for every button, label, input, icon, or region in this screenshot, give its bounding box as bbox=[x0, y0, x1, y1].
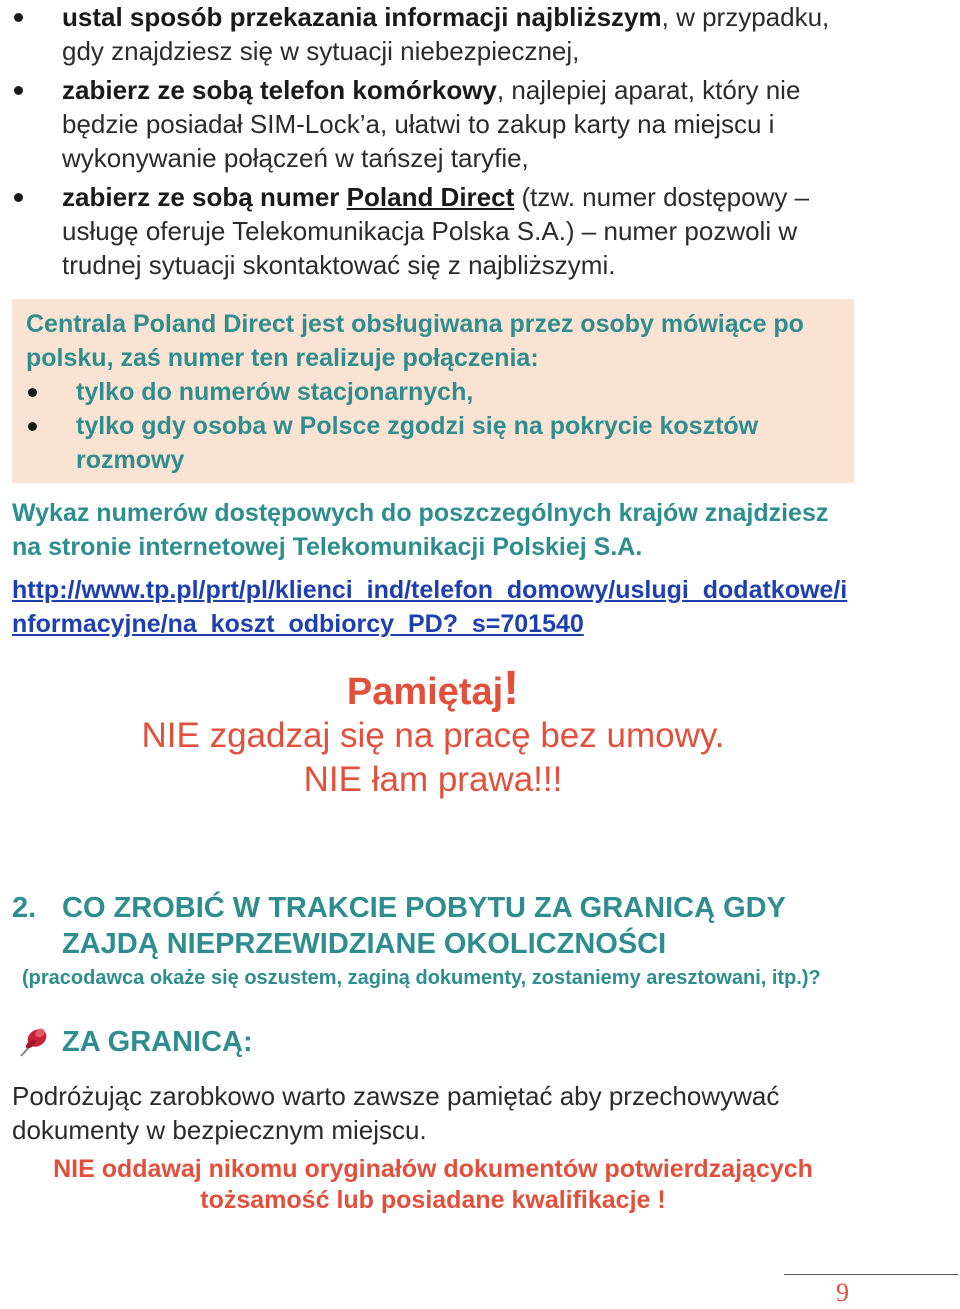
info-box-item-text: tylko do numerów stacjonarnych, bbox=[76, 378, 474, 406]
warning-line: NIE oddawaj nikomu oryginałów dokumentów potwierdzających bbox=[53, 1155, 813, 1183]
bullet-dot-icon bbox=[14, 193, 23, 202]
remember-line-law: NIE łam prawa!!! bbox=[303, 760, 563, 799]
list-item bbox=[12, 73, 854, 175]
bullet-dot-icon bbox=[14, 86, 23, 95]
section-number: 2. bbox=[12, 892, 37, 924]
section-title: CO ZROBIĆ W TRAKCIE POBYTU ZA GRANICĄ GDY ZAJDĄ NIEPRZEWIDZIANE OKOLICZNOŚCI bbox=[62, 892, 786, 960]
remember-heading bbox=[0, 662, 866, 719]
abroad-heading: ZA GRANICĄ: bbox=[62, 1026, 253, 1058]
remember-line-contract: NIE zgadzaj się na pracę bez umowy. bbox=[141, 716, 725, 755]
bullet-list bbox=[12, 0, 854, 287]
bullet-dot-icon bbox=[28, 388, 37, 397]
poland-direct-info-box bbox=[12, 299, 854, 483]
info-box-item bbox=[26, 375, 840, 409]
list-item bbox=[12, 180, 854, 282]
bullet-text: (tzw. numer dostępowy – usługę oferuje Telekomunikacja Polska S.A.) – numer pozwoli w trudnej sytuacji skontaktować się z najbliższymi. bbox=[62, 182, 810, 280]
bullet-dot-icon bbox=[28, 422, 37, 431]
info-box-intro: Centrala Poland Direct jest obsługiwana przez osoby mówiące po polsku, zaś numer ten realizuje połączenia: bbox=[26, 310, 804, 372]
warning-line: tożsamość lub posiadane kwalifikacje ! bbox=[200, 1186, 666, 1214]
tp-access-numbers-link[interactable]: http://www.tp.pl/prt/pl/klienci_ind/telefon_domowy/uslugi_dodatkowe/informacyjne/na_koszt_odbiorcy_PD?_s=701540 bbox=[12, 576, 848, 638]
info-box-item-text: tylko gdy osoba w Polsce zgodzi się na pokrycie kosztów rozmowy bbox=[76, 412, 759, 474]
page-number-rule bbox=[784, 1274, 958, 1275]
info-box-item bbox=[26, 409, 840, 477]
bullet-bold-text: ustal sposób przekazania informacji najbliższym bbox=[62, 2, 662, 32]
bullet-text: , w przypadku, gdy znajdziesz się w sytuacji niebezpiecznej, bbox=[62, 2, 830, 66]
access-numbers-note: Wykaz numerów dostępowych do poszczególnych krajów znajdziesz na stronie internetowej Telekomunikacji Polskiej S.A. bbox=[12, 499, 829, 561]
bullet-bold-text: zabierz ze sobą telefon komórkowy bbox=[62, 75, 497, 105]
documents-paragraph: Podróżując zarobkowo warto zawsze pamiętać aby przechowywać dokumenty w bezpiecznym miejscu. bbox=[12, 1081, 780, 1145]
bullet-bold-text: zabierz ze sobą numer bbox=[62, 182, 347, 212]
bullet-text: , najlepiej aparat, który nie będzie posiadał SIM-Lock’a, ułatwi to zakup karty na miejscu i wykonywanie połączeń w tańszej taryfie, bbox=[62, 75, 801, 173]
page-number: 9 bbox=[836, 1278, 849, 1307]
poland-direct-label: Poland Direct bbox=[346, 182, 515, 212]
exclamation-icon: ! bbox=[503, 662, 520, 715]
bullet-dot-icon bbox=[14, 13, 23, 22]
pushpin-icon bbox=[16, 1024, 50, 1060]
remember-title: Pamiętaj bbox=[346, 671, 504, 713]
documents-warning bbox=[0, 1154, 866, 1216]
list-item bbox=[12, 0, 854, 68]
section-subtitle: (pracodawca okaże się oszustem, zaginą dokumenty, zostaniemy aresztowani, itp.)? bbox=[22, 967, 821, 989]
